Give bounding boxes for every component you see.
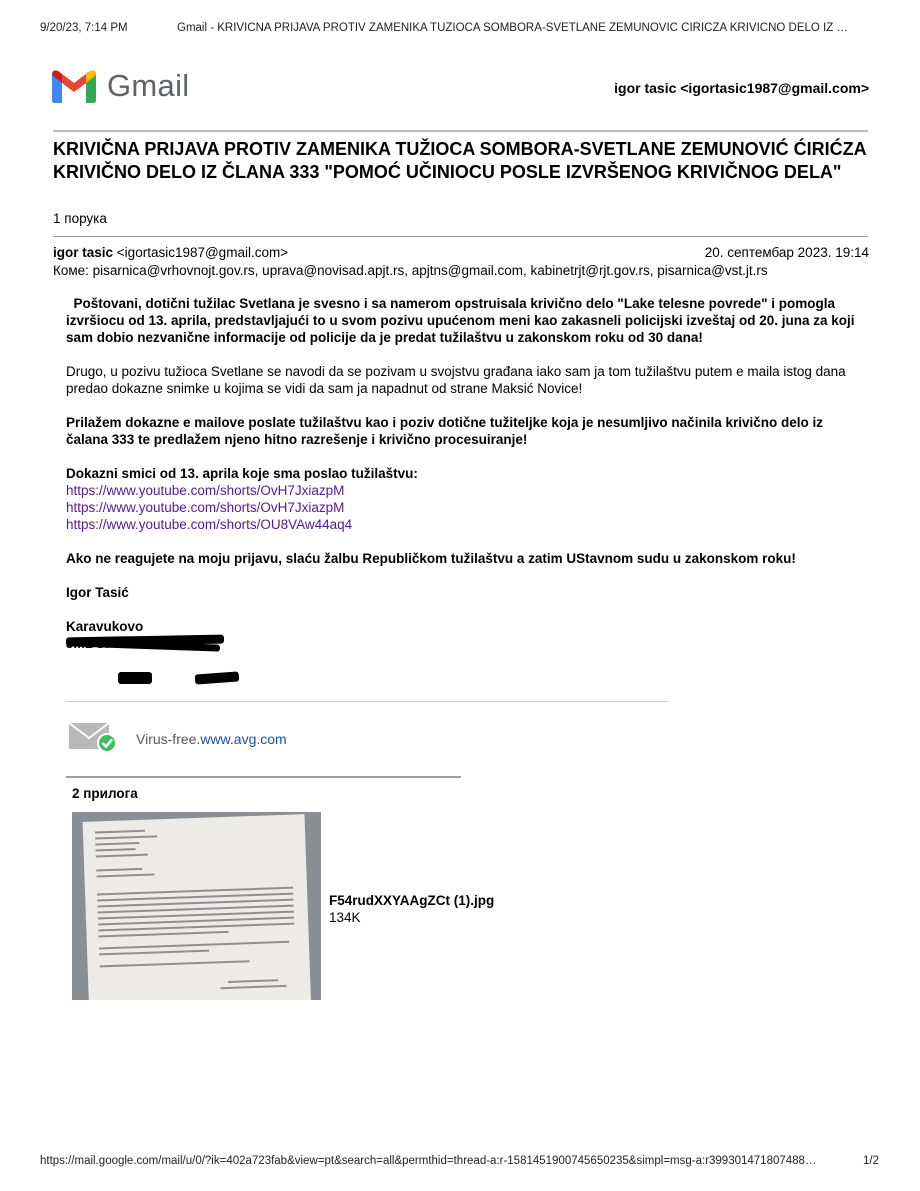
links-heading: Dokazni smici od 13. aprila koje sma poslao tužilaštvu: xyxy=(66,466,418,481)
redaction-mark xyxy=(118,672,152,684)
envelope-check-icon xyxy=(68,720,118,754)
youtube-link[interactable]: https://www.youtube.com/shorts/OvH7JxiazpM xyxy=(66,483,345,498)
print-title: Gmail - KRIVIČNA PRIJAVA PROTIV ZAMENIKA TUŽIOCA SOMBORA-SVETLANE ZEMUNOVIĆ ĆIRIĆZA KRIVIČNO DELO IZ … xyxy=(177,22,848,34)
paragraph-2: Drugo, u pozivu tužioca Svetlane se navodi da se pozivam u svojstvu građana iako sam ja tom tužilaštvu putem e maila istog dana predao dokazne snimke u kojima se vidi da sam ja napadnut od strane Maksić Novice! xyxy=(66,364,846,396)
youtube-link[interactable]: https://www.youtube.com/shorts/OvH7JxiazpM xyxy=(66,500,345,515)
print-datetime: 9/20/23, 7:14 PM xyxy=(40,22,128,34)
signature-place: Karavukovo xyxy=(66,619,144,634)
avg-label: Virus-free. xyxy=(136,731,201,747)
gmail-envelope-icon xyxy=(52,69,96,103)
signature-divider xyxy=(66,701,669,702)
paragraph-1: Poštovani, dotični tužilac Svetlana je svesno i sa namerom opstruisala krivično delo "Lake telesne povrede" i pomogla izvršiocu od 13. aprila, predstavljajući to u svom pozivu upućenom meni kao zakasneli policijski izveštaj od 20. juna za koji sam dobio nezvanične informacije od policije da je predat tužilaštvu u zakonskom roku od 30 dana! xyxy=(66,296,855,345)
redaction-mark xyxy=(195,671,240,684)
sender-email[interactable]: <igortasic1987@gmail.com> xyxy=(116,245,289,260)
gmail-logo[interactable] xyxy=(52,68,189,104)
thread-divider xyxy=(53,236,868,237)
document-photo xyxy=(83,814,312,1000)
message-body xyxy=(66,295,856,652)
avg-link[interactable]: www.avg.com xyxy=(200,731,287,747)
attachments-divider xyxy=(66,776,461,778)
header-divider xyxy=(53,130,868,132)
gmail-wordmark: Gmail xyxy=(107,68,190,103)
sender xyxy=(53,245,288,260)
avg-text xyxy=(136,731,287,747)
print-url: https://mail.google.com/mail/u/0/?ik=402a723fab&view=pt&search=all&permthid=thread-a:r-1581451900745650235&simpl=msg-a:r399301471807488… xyxy=(40,1155,817,1167)
signature-name: Igor Tasić xyxy=(66,585,129,600)
message-date: 20. септембар 2023. 19:14 xyxy=(704,245,869,260)
youtube-link[interactable]: https://www.youtube.com/shorts/OU8VAw44aq4 xyxy=(66,517,353,532)
attachments-title: 2 прилога xyxy=(72,786,138,801)
paragraph-4: Ako ne reagujete na moju prijavu, slaću žalbu Republičkom tužilaštvu a zatim UStavnom sudu u zakonskom roku! xyxy=(66,551,796,566)
account-label: igor tasic <igortasic1987@gmail.com> xyxy=(614,80,869,96)
recipients: Коме: pisarnica@vrhovnojt.gov.rs, uprava@novisad.apjt.rs, apjtns@gmail.com, kabinetrjt@rjt.gov.rs, pisarnica@vst.jt.rs xyxy=(53,263,768,278)
email-subject: KRIVIČNA PRIJAVA PROTIV ZAMENIKA TUŽIOCA SOMBORA-SVETLANE ZEMUNOVIĆ ĆIRIĆZA KRIVIČNO DELO IZ ČLANA 333 "POMOĆ UČINIOCU POSLE IZVRŠENOG KRIVIČNOG DELA" xyxy=(53,139,867,182)
attachment-thumbnail[interactable] xyxy=(72,812,321,1000)
sender-name: igor tasic xyxy=(53,245,114,260)
attachment-filename[interactable]: F54rudXXYAAgZCt (1).jpg xyxy=(329,893,495,908)
attachment-size: 134K xyxy=(329,910,361,925)
avg-badge xyxy=(68,720,118,754)
paragraph-3: Prilažem dokazne e mailove poslate tužilaštvu kao i poziv dotične tužiteljke koja je nesumljivo načinila krivično delo iz čalana 333 te predlažem njeno hitno razrešenje i krivično procesuiranje! xyxy=(66,415,823,447)
message-count: 1 порука xyxy=(53,211,107,226)
page-number: 1/2 xyxy=(863,1155,879,1167)
